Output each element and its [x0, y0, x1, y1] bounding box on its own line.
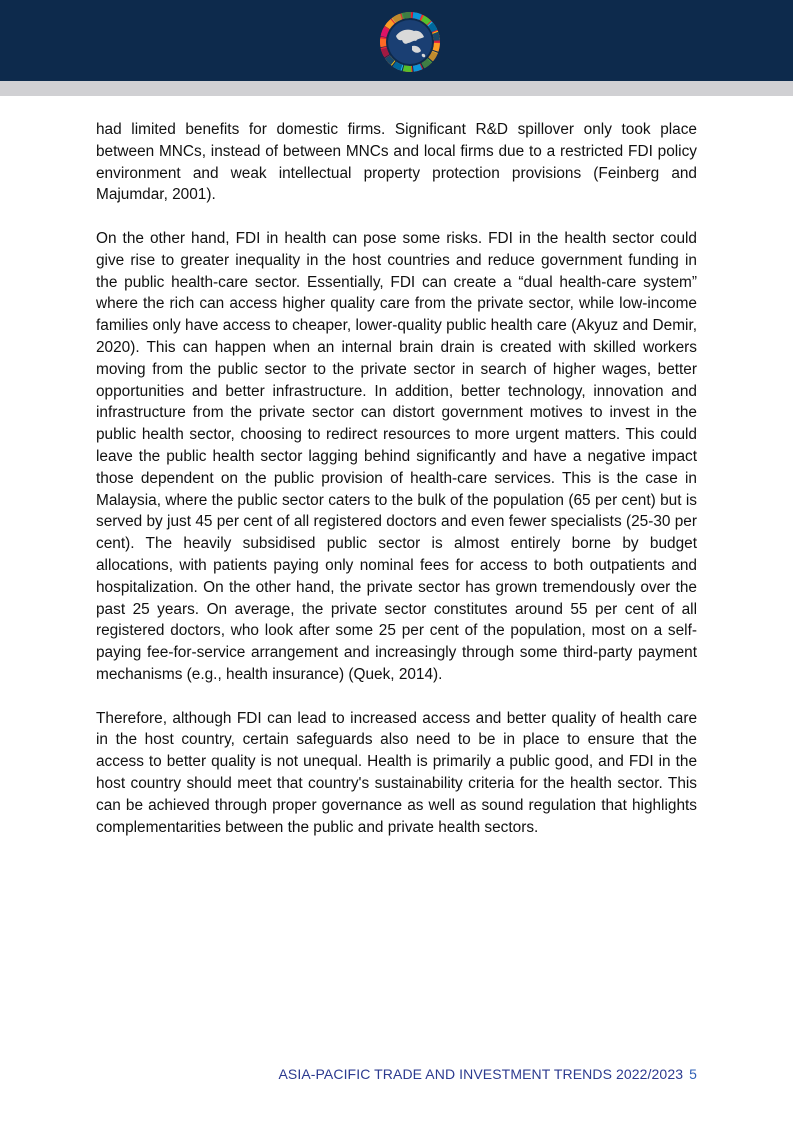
page-number: 5 — [689, 1066, 697, 1082]
body-text — [96, 119, 697, 860]
globe-sdg-wheel-icon — [378, 10, 442, 74]
page-footer — [96, 1066, 697, 1082]
paragraph-1: had limited benefits for domestic firms. Significant R&D spillover only took place between MNCs, instead of between MNCs and local firms due to a restricted FDI policy environment and weak intellectual property protection provisions (Feinberg and Majumdar, 2001). — [96, 121, 697, 204]
footer-title: ASIA-PACIFIC TRADE AND INVESTMENT TRENDS 2022/2023 — [278, 1066, 684, 1082]
header-stripe — [0, 81, 793, 96]
paragraph-3: Therefore, although FDI can lead to increased access and better quality of health care in the host country, certain safeguards also need to be in place to ensure that the access to better quality is not unequal. Health is primarily a public good, and FDI in the host country should meet that country's sustainability criteria for the health sector. This can be achieved through proper governance as well as sound regulation that highlights complementarities between the public and private health sectors. — [96, 709, 697, 836]
paragraph-2: On the other hand, FDI in health can pose some risks. FDI in the health sector could give rise to greater inequality in the host countries and reduce government funding in the public health-care sector. Essentially, FDI can create a “dual health-care system” where the rich can access higher quality care from the private sector, while low-income families only have access to cheaper, lower-quality public health care (Akyuz and Demir, 2020). This can happen when an internal brain drain is created with skilled workers moving from the public sector to the private sector in search of higher wages, better opportunities and better infrastructure. In addition, better technology, innovation and infrastructure from the private sector can distort government motives to invest in the public health sector, choosing to redirect resources to more urgent matters. This could leave the public health sector lagging behind significantly and have a negative impact those dependent on the public provision of health-care services. This is the case in Malaysia, where the public sector caters to the bulk of the population (65 per cent) but is served by just 45 per cent of all registered doctors and even fewer specialists (25-30 per cent). The heavily subsidised public sector is almost entirely borne by budget allocations, with patients paying only nominal fees for access to both outpatients and hospitalization. On the other hand, the private sector has grown tremendously over the past 25 years. On average, the private sector constitutes around 55 per cent of all registered doctors, who look after some 25 per cent of the population, most on a self-paying fee-for-service arrangement and increasingly through some third-party payment mechanisms (e.g., health insurance) (Quek, 2014). — [96, 229, 697, 683]
